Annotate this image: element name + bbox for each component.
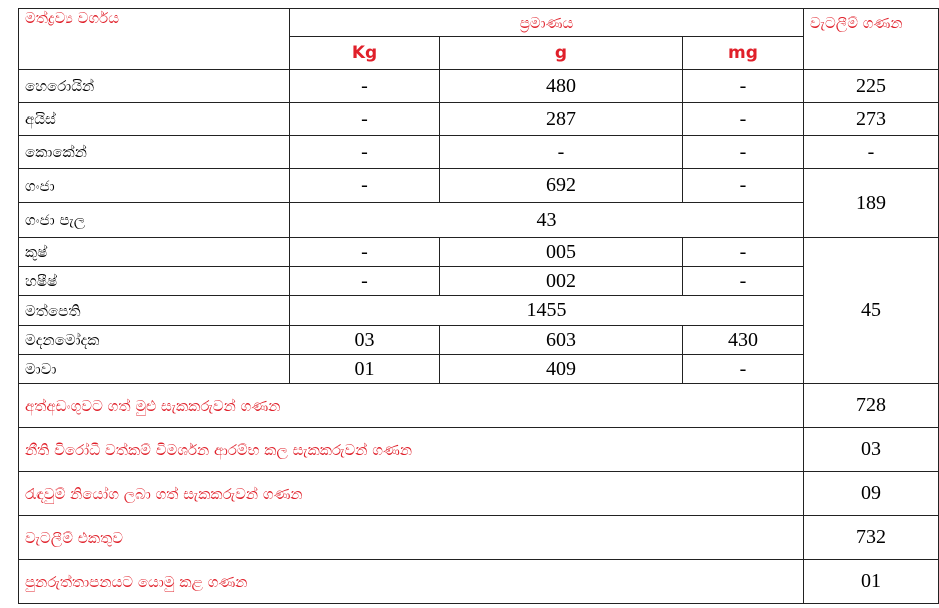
qty-g: - — [440, 136, 683, 169]
table-row — [19, 326, 939, 355]
drug-name: හෂීෂ් — [19, 267, 290, 296]
qty-g: 005 — [440, 238, 683, 267]
qty-g: 287 — [440, 103, 683, 136]
drug-name: කොකේන් — [19, 136, 290, 169]
summary-value: 728 — [804, 384, 939, 428]
qty-kg: - — [290, 267, 440, 296]
summary-value: 03 — [804, 428, 939, 472]
drug-name: ගංජා — [19, 169, 290, 203]
drug-name: කුෂ් — [19, 238, 290, 267]
drug-name: හෙරොයින් — [19, 70, 290, 103]
summary-label: නීති විරෝධී වත්කම් විමර්ශන ආරම්භ කල සැකකරුවන් ගණන — [19, 428, 804, 472]
table-row — [19, 70, 939, 103]
table-row — [19, 203, 939, 238]
table-row — [19, 355, 939, 384]
drug-name: ගංජා පැල — [19, 203, 290, 238]
summary-value: 09 — [804, 472, 939, 516]
qty-g: 409 — [440, 355, 683, 384]
drug-name: මාවා — [19, 355, 290, 384]
qty-mg: - — [683, 355, 804, 384]
summary-row — [19, 384, 939, 428]
qty-kg: - — [290, 238, 440, 267]
summary-row — [19, 560, 939, 604]
summary-label: වැටලීම් එකතුව — [19, 516, 804, 560]
qty-g: 603 — [440, 326, 683, 355]
table-row — [19, 136, 939, 169]
header-raids: වැටලීම් ගණන — [804, 9, 939, 70]
raid-count: 273 — [804, 103, 939, 136]
table-row — [19, 296, 939, 326]
raid-count-ganja-group: 189 — [804, 169, 939, 238]
qty-kg: - — [290, 70, 440, 103]
table-row — [19, 103, 939, 136]
table-row — [19, 238, 939, 267]
summary-label: පුනරුත්තාපනයට යොමු කළ ගණන — [19, 560, 804, 604]
drug-seizure-table — [18, 8, 939, 604]
table-row — [19, 169, 939, 203]
qty-g: 480 — [440, 70, 683, 103]
header-quantity: ප්‍රමාණය — [290, 9, 804, 37]
qty-merged: 43 — [290, 203, 804, 238]
qty-mg: - — [683, 267, 804, 296]
summary-row — [19, 428, 939, 472]
drug-name: අයිස් — [19, 103, 290, 136]
header-unit-g: g — [440, 37, 683, 70]
summary-value: 01 — [804, 560, 939, 604]
qty-mg: - — [683, 70, 804, 103]
qty-mg: - — [683, 169, 804, 203]
qty-merged: 1455 — [290, 296, 804, 326]
drug-name: මත්පෙති — [19, 296, 290, 326]
qty-g: 692 — [440, 169, 683, 203]
qty-kg: - — [290, 169, 440, 203]
raid-count: 225 — [804, 70, 939, 103]
qty-kg: 03 — [290, 326, 440, 355]
raid-count-other-group: 45 — [804, 238, 939, 384]
qty-mg: 430 — [683, 326, 804, 355]
summary-row — [19, 472, 939, 516]
summary-label: රැඳවුම් නියෝග ලබා ගත් සැකකරුවන් ගණන — [19, 472, 804, 516]
header-drug-type: මත්ද්‍රව්‍ය වර්ගය — [19, 9, 290, 70]
qty-mg: - — [683, 103, 804, 136]
summary-row — [19, 516, 939, 560]
drug-name: මදනමෝදක — [19, 326, 290, 355]
qty-g: 002 — [440, 267, 683, 296]
table-row — [19, 267, 939, 296]
qty-kg: 01 — [290, 355, 440, 384]
qty-mg: - — [683, 238, 804, 267]
summary-label: අත්අඩංගුවට ගත් මුළු සැකකරුවන් ගණන — [19, 384, 804, 428]
summary-value: 732 — [804, 516, 939, 560]
header-unit-kg: Kg — [290, 37, 440, 70]
header-unit-mg: mg — [683, 37, 804, 70]
qty-mg: - — [683, 136, 804, 169]
qty-kg: - — [290, 103, 440, 136]
raid-count: - — [804, 136, 939, 169]
qty-kg: - — [290, 136, 440, 169]
